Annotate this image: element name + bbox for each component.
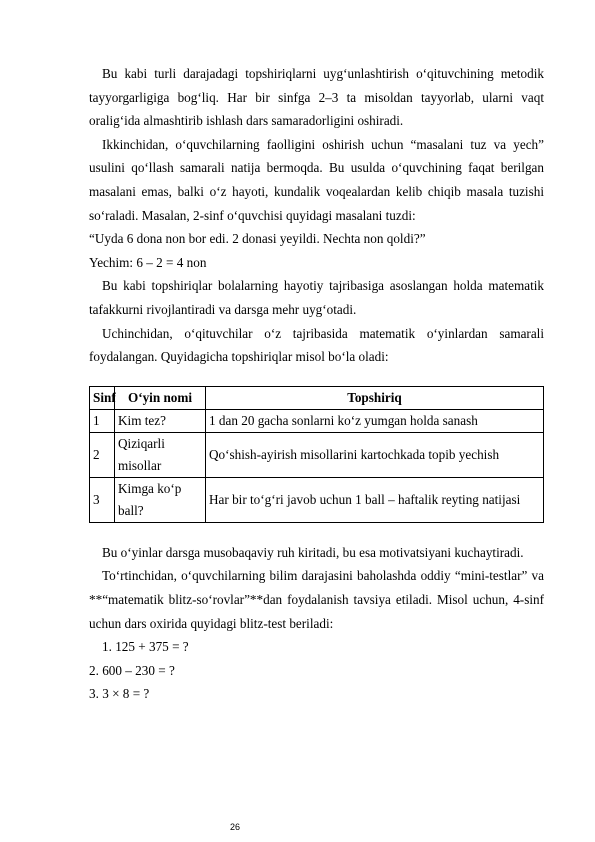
table-row <box>90 409 544 432</box>
cell-game-name: Kimga ko‘p ball? <box>115 477 206 522</box>
cell-grade: 3 <box>90 477 115 522</box>
cell-task: 1 dan 20 gacha sonlarni ko‘z yumgan holda sanash <box>206 409 544 432</box>
games-table <box>89 386 544 523</box>
header-game-name: O‘yin nomi <box>115 386 206 409</box>
paragraph-levels: Bu kabi turli darajadagi topshiriqlarni uyg‘unlashtirish o‘qituvchining metodik tayyorgarligiga bog‘liq. Har bir sinfga 2–3 ta misoldan tayyorlab, ularni vaqt oralig‘ida almashtirib ishlash dars samaradorligini oshiradi. <box>89 66 544 129</box>
document-page <box>89 62 544 706</box>
blitz-item-1: 1. 125 + 375 = ? <box>102 639 189 655</box>
paragraph-tasks-effect: Bu kabi topshiriqlar bolalarning hayotiy tajribasiga asoslangan holda matematik tafakkurni rivojlantiradi va darsga mehr uyg‘otadi. <box>89 278 544 317</box>
header-task: Topshiriq <box>206 386 544 409</box>
cell-grade: 2 <box>90 432 115 477</box>
table-header-row <box>90 386 544 409</box>
cell-grade: 1 <box>90 409 115 432</box>
cell-task: Har bir to‘g‘ri javob uchun 1 ball – haftalik reyting natijasi <box>206 477 544 522</box>
cell-game-name: Qiziqarli misollar <box>115 432 206 477</box>
blitz-item-3: 3. 3 × 8 = ? <box>89 686 150 702</box>
example-solution: Yechim: 6 – 2 = 4 non <box>89 254 207 270</box>
cell-game-name: Kim tez? <box>115 409 206 432</box>
table-row <box>90 432 544 477</box>
example-problem: “Uyda 6 dona non bor edi. 2 donasi yeyildi. Nechta non qoldi?” <box>89 231 426 247</box>
cell-task: Qo‘shish-ayirish misollarini kartochkada topib yechish <box>206 432 544 477</box>
paragraph-third-method: Uchinchidan, o‘qituvchilar o‘z tajribasida matematik o‘yinlardan samarali foydalangan. Quyidagicha topshiriqlar misol bo‘la oladi: <box>89 325 544 365</box>
paragraph-second-method: Ikkinchidan, o‘quvchilarning faolligini oshirish uchun “masalani tuz va yech” usulini qo‘llash samarali natija bermoqda. Bu usulda o‘quvchining faqat berilgan masalani emas, balki o‘z hayoti, kundalik voqealardan kelib chiqib masala tuzishi so‘raladi. Masalan, 2-sinf o‘quvchisi quyidagi masalani tuzdi: <box>89 136 544 223</box>
paragraph-fourth-method: To‘rtinchidan, o‘quvchilarning bilim darajasini baholashda oddiy “mini-testlar” va **“matematik blitz-so‘rovlar”**dan foydalanish tavsiya etiladi. Misol uchun, 4-sinf uchun dars oxirida quyidagi blitz-test beriladi: <box>89 568 544 631</box>
paragraph-games-effect: Bu o‘yinlar darsga musobaqaviy ruh kiritadi, bu esa motivatsiyani kuchaytiradi. <box>102 544 524 560</box>
blitz-item-2: 2. 600 – 230 = ? <box>89 662 175 678</box>
header-grade: Sinf <box>90 386 115 409</box>
page-number: 26 <box>229 822 240 832</box>
table-row <box>90 477 544 522</box>
